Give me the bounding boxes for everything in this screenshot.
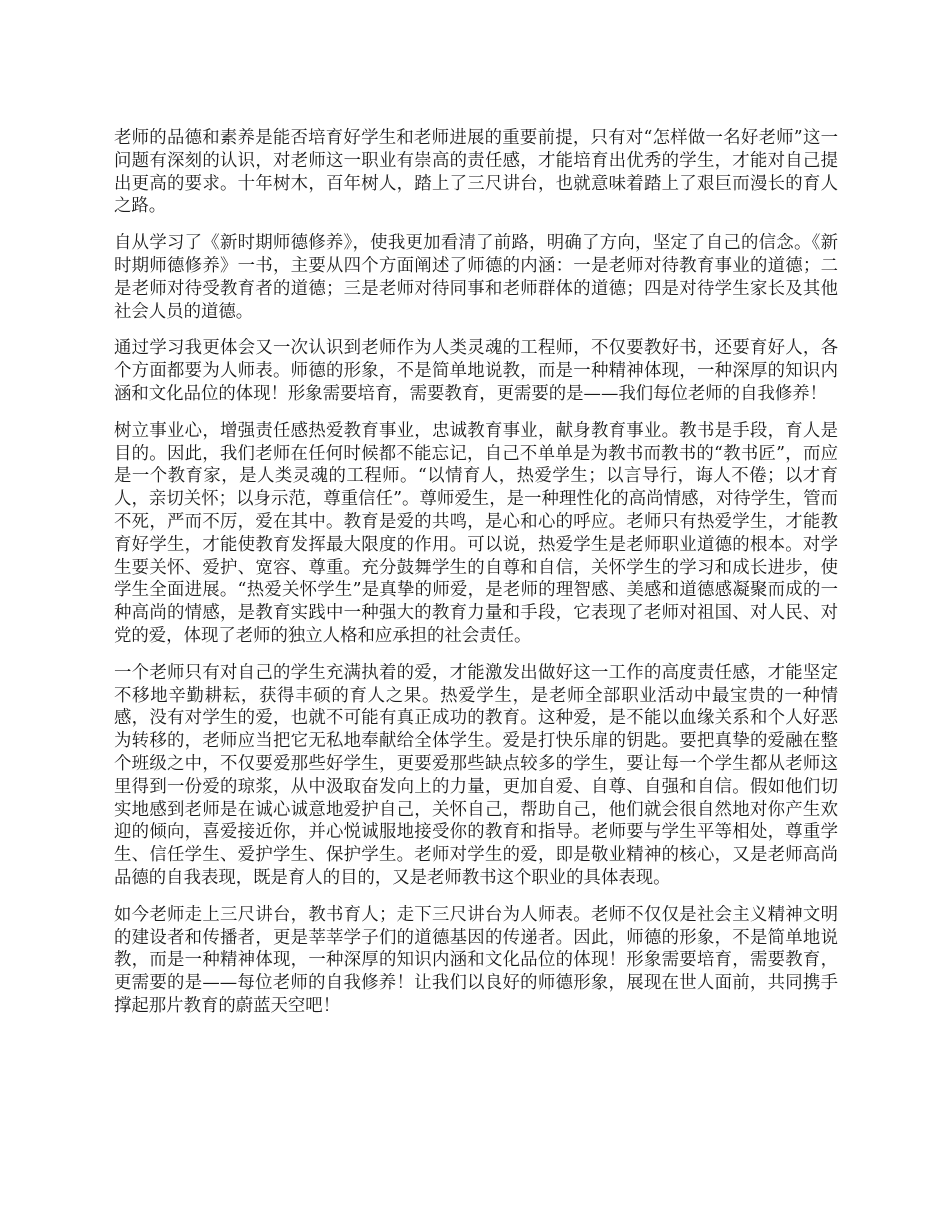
paragraph-4: 树立事业心，增强责任感热爱教育事业，忠诚教育事业，献身教育事业。教书是手段，育人是目的。因此，我们老师在任何时候都不能忘记，自己不单单是为教书而教书的“教书匠”，而应是一个教育家，是人类灵魂的工程师。“以情育人，热爱学生；以言导行，诲人不倦；以才育人，亲切关怀；以身示范，尊重信任”。尊师爱生，是一种理性化的高尚情感，对待学生，管而不死，严而不厉，爱在其中。教育是爱的共鸣，是心和心的呼应。老师只有热爱学生，才能教育好学生，才能使教育发挥最大限度的作用。可以说，热爱学生是老师职业道德的根本。对学生要关怀、爱护、宽容、尊重。充分鼓舞学生的自尊和自信，关怀学生的学习和成长进步，使学生全面进展。“热爱关怀学生”是真挚的师爱，是老师的理智感、美感和道德感凝聚而成的一种高尚的情感，是教育实践中一种强大的教育力量和手段，它表现了老师对祖国、对人民、对党的爱，体现了老师的独立人格和应承担的社会责任。 (114, 420, 838, 646)
paragraph-5: 一个老师只有对自己的学生充满执着的爱，才能激发出做好这一工作的高度责任感，才能坚定不移地辛勤耕耘，获得丰硕的育人之果。热爱学生，是老师全部职业活动中最宝贵的一种情感，没有对学生的爱，也就不可能有真正成功的教育。这种爱，是不能以血缘关系和个人好恶为转移的，老师应当把它无私地奉献给全体学生。爱是打快乐扉的钥匙。要把真挚的爱融在整个班级之中，不仅要爱那些好学生，更要爱那些缺点较多的学生，要让每一个学生都从老师这里得到一份爱的琼浆，从中汲取奋发向上的力量，更加自爱、自尊、自强和自信。假如他们切实地感到老师是在诚心诚意地爱护自己，关怀自己，帮助自己，他们就会很自然地对你产生欢迎的倾向，喜爱接近你，并心悦诚服地接受你的教育和指导。老师要与学生平等相处，尊重学生、信任学生、爱护学生、保护学生。老师对学生的爱，即是敬业精神的核心，又是老师高尚品德的自我表现，既是育人的目的，又是老师教书这个职业的具体表现。 (114, 662, 838, 888)
paragraph-3: 通过学习我更体会又一次认识到老师作为人类灵魂的工程师，不仅要教好书，还要育好人，各个方面都要为人师表。师德的形象，不是简单地说教，而是一种精神体现，一种深厚的知识内涵和文化品位的体现！形象需要培育，需要教育，更需要的是——我们每位老师的自我修养！ (114, 338, 838, 404)
paragraph-2: 自从学习了《新时期师德修养》，使我更加看清了前路，明确了方向，坚定了自己的信念。《新时期师德修养》一书，主要从四个方面阐述了师德的内涵：一是老师对待教育事业的道德；二是老师对待受教育者的道德；三是老师对待同事和老师群体的道德；四是对待学生家长及其他社会人员的道德。 (114, 233, 838, 322)
paragraph-6: 如今老师走上三尺讲台，教书育人；走下三尺讲台为人师表。老师不仅仅是社会主义精神文明的建设者和传播者，更是莘莘学子们的道德基因的传递者。因此，师德的形象，不是简单地说教，而是一种精神体现，一种深厚的知识内涵和文化品位的体现！形象需要培育，需要教育，更需要的是——每位老师的自我修养！让我们以良好的师德形象，展现在世人面前，共同携手撑起那片教育的蔚蓝天空吧！ (114, 904, 838, 1016)
document-body (114, 127, 838, 1032)
paragraph-1: 老师的品德和素养是能否培育好学生和老师进展的重要前提，只有对“怎样做一名好老师”这一问题有深刻的认识，对老师这一职业有崇高的责任感，才能培育出优秀的学生，才能对自己提出更高的要求。十年树木，百年树人，踏上了三尺讲台，也就意味着踏上了艰巨而漫长的育人之路。 (114, 128, 838, 217)
